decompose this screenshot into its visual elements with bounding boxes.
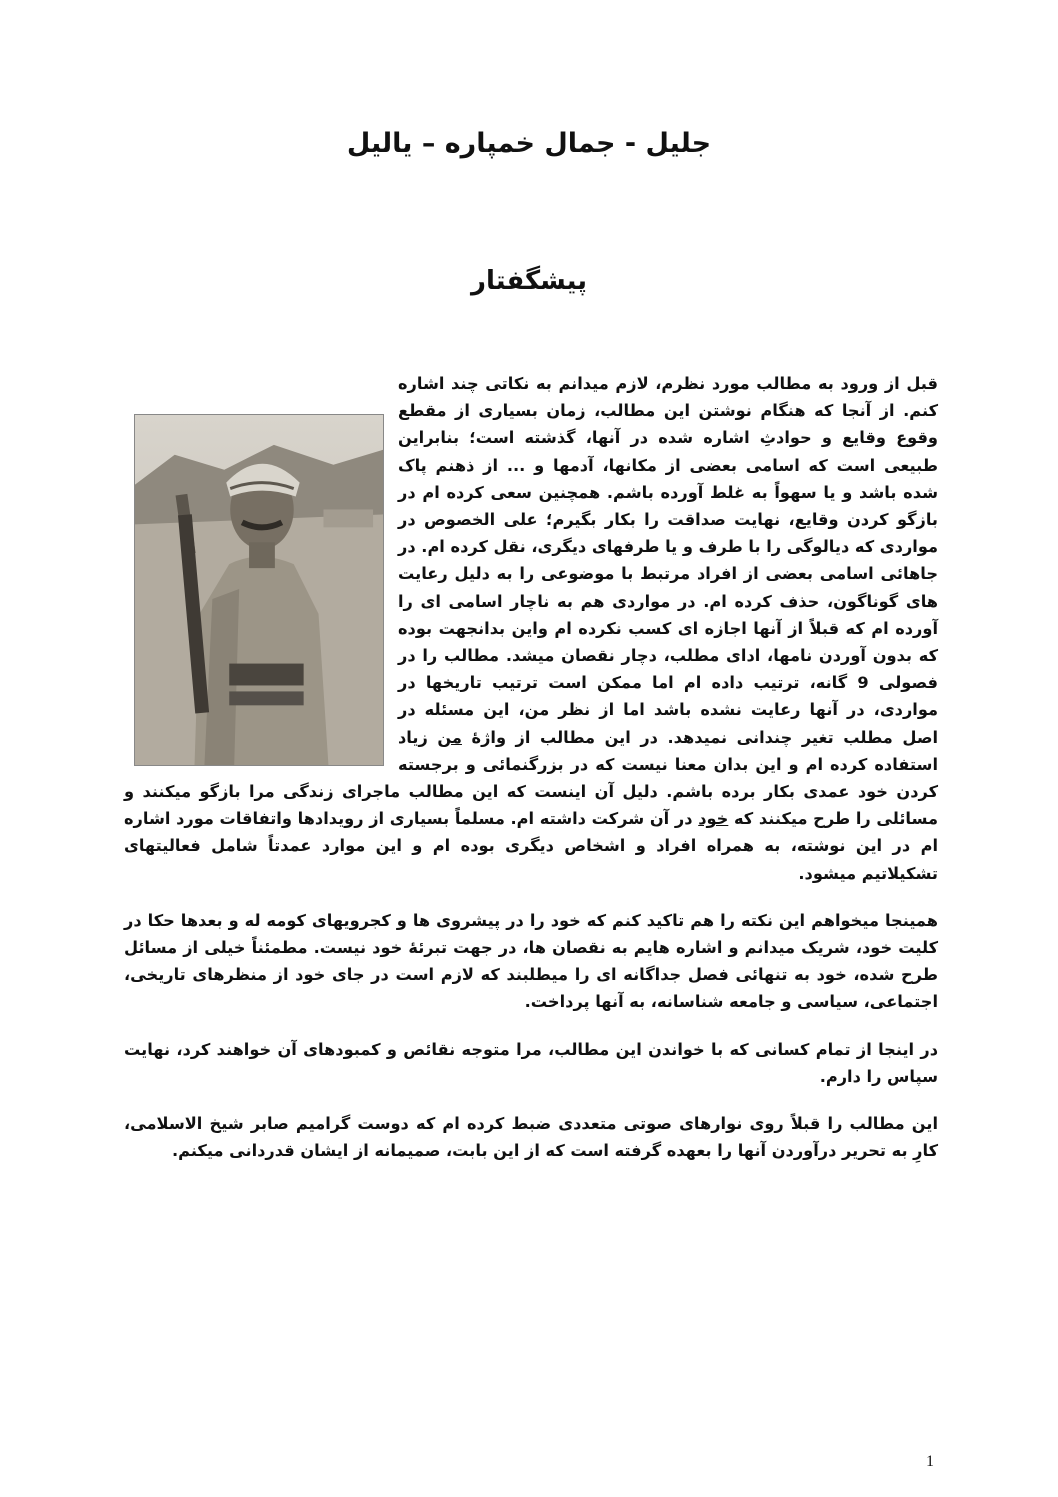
- paragraph-2: همینجا میخواهم این نکته را هم تاکید کنم که خود را در پیشروی ها و کجرویهای کومه له و بعدها حکا در کلیت خود، شریک میدانم و اشاره هایم به نقصان ها، در جهت تبرئهٔ خود نیست. مطمئناً خیلی از مسائل طرح شده، خود به تنهائی فصل جداگانه ای را میطلبند که لازم است در جای خود از منظرهای تاریخی، اجتماعی، سیاسی و جامعه شناسانه، به آنها پرداخت.: [124, 910, 938, 1012]
- paragraph-4: این مطالب را قبلاً روی نوارهای صوتی متعددی ضبط کرده ام که دوست گرامیم صابر شیخ الاسلامی، کارِ به تحریر درآوردن آنها را بعهده گرفته است که از این بابت، صمیمانه از ایشان قدردانی میکنم.: [124, 1114, 938, 1161]
- portrait-photo: [134, 414, 384, 766]
- underlined-word-man: من: [437, 727, 462, 747]
- paragraph-1-part-c: در آن شرکت داشته ام. مسلماً بسیاری از رویدادها واتفاقات مورد اشاره ام در این نوشته، به همراه افراد و اشخاص دیگری بوده ام و این موارد عمدتاً شامل فعالیتهای تشکیلاتیم میشود.: [124, 809, 938, 883]
- paragraph-1-part-b: زیاد استفاده کرده ام و این بدان معنا نیست که در بزرگنمائی و برجسته کردن خود عمدی بکار برده باشم. دلیل آن اینست که این مطالب ماجرای زندگی مرا بازگو میکنند و مسائلی را طرح میکنند که: [124, 727, 938, 829]
- document-title: جلیل - جمال خمپاره – یالیل: [346, 128, 712, 159]
- underlined-word-khod: خود: [698, 809, 729, 829]
- page-number: 1: [926, 1453, 934, 1470]
- document-body: [124, 370, 938, 1184]
- paragraph-1-part-a: قبل از ورود به مطالب مورد نظرم، لازم میدانم به نکاتی چند اشاره کنم. از آنجا که هنگام نوشتن این مطالب، زمان بسیاری از مقطع وقوع وقایع و حوادثِ اشاره شده در آنها، گذشته است؛ بنابراین طبیعی است که اسامی بعضی از مکانها، آدمها و ... از ذهنم پاک شده باشد و یا سهواً به غلط آورده باشم. همچنین سعی کرده ام در بازگو کردن وقایع، نهایت صداقت را بکار بگیرم؛ علی الخصوص در مواردی که دیالوگی را با طرف و یا طرفهای دیگری، نقل کرده ام. در جاهائی اسامی بعضی از افراد مرتبط با موضوعی را به دلیل رعایت های گوناگون، حذف کرده ام. در مواردی هم به ناچار اسامی ای را آورده ام که قبلاً از آنها اجازه ای کسب نکرده ام واین بدانجهت بوده که بدون آوردن نامها، ادای مطلب، دچار نقصان میشد. مطالب را در فصولی 9 گانه، ترتیب داده ام اما ممکن است ترتیب تاریخها در مواردی، در آنها رعایت نشده باشد اما از نظر من، این مسئله در اصل مطلب تغیر چندانی نمیدهد. در این مطالب از واژهٔ: [398, 374, 939, 747]
- section-heading: پیشگفتار: [470, 266, 587, 296]
- paragraph-3: در اینجا از تمام کسانی که با خواندن این مطالب، مرا متوجه نقائص و کمبودهای آن خواهند کرد، نهایت سپاس را دارم.: [124, 1039, 938, 1086]
